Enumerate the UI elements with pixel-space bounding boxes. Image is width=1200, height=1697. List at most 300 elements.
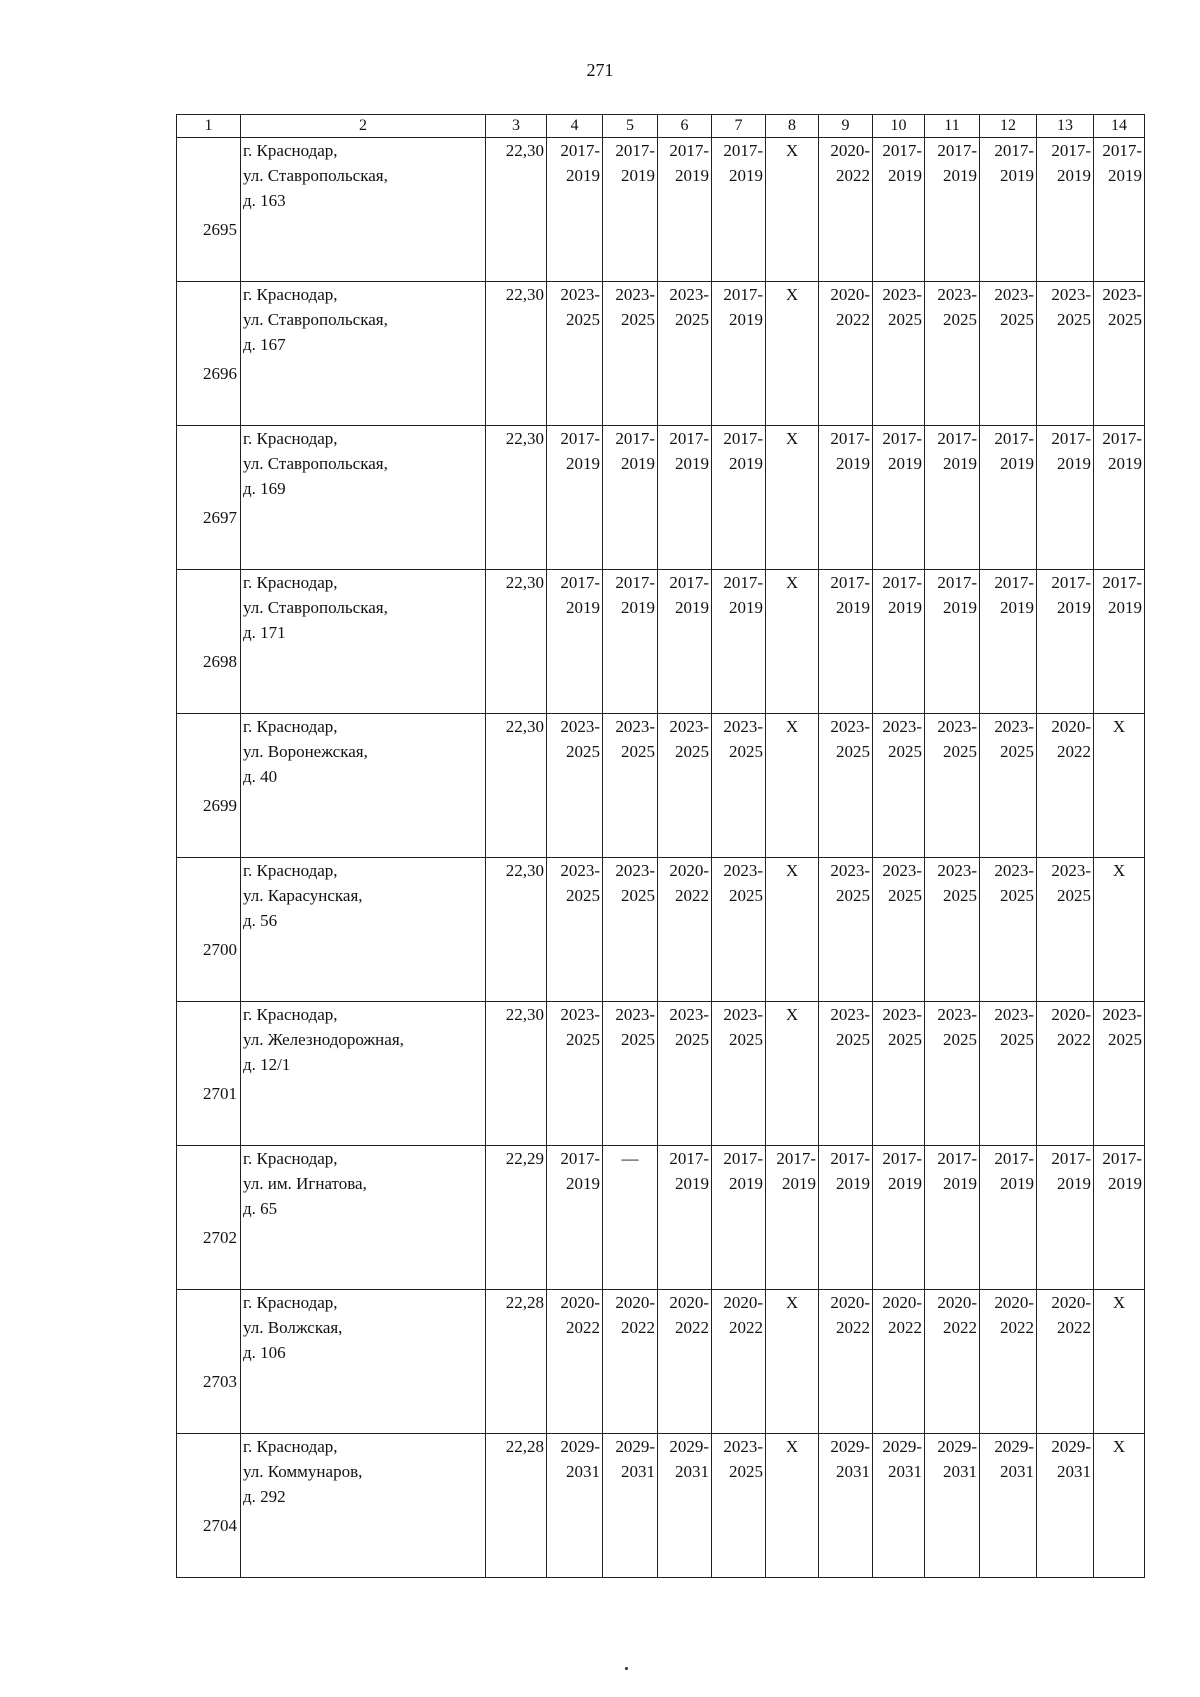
- period-cell: [873, 1002, 925, 1146]
- x-cell: Х: [766, 1434, 819, 1578]
- period-line: 2025: [836, 1030, 870, 1049]
- period-cell: [547, 858, 603, 1002]
- period-cell: [658, 570, 712, 714]
- address-line: г. Краснодар,: [243, 1005, 338, 1024]
- period-cell: [658, 1002, 712, 1146]
- period-line: 2020-: [723, 1293, 763, 1312]
- period-line: 2019: [1057, 1174, 1091, 1193]
- period-line: 2019: [1057, 166, 1091, 185]
- column-header: 1: [177, 115, 241, 138]
- period-line: 2017-: [560, 573, 600, 592]
- period-cell: [925, 282, 980, 426]
- period-cell: [712, 1002, 766, 1146]
- period-line: 2023-: [669, 717, 709, 736]
- column-header: 10: [873, 115, 925, 138]
- column-header: 7: [712, 115, 766, 138]
- period-line: 2022: [1057, 1030, 1091, 1049]
- period-line: 2017-: [776, 1149, 816, 1168]
- column-header: 11: [925, 115, 980, 138]
- address-line: ул. Ставропольская,: [243, 598, 388, 617]
- period-cell: [925, 426, 980, 570]
- period-line: 2029-: [882, 1437, 922, 1456]
- period-line: 2023-: [615, 1005, 655, 1024]
- period-cell: [819, 1002, 873, 1146]
- dash-cell: —: [603, 1146, 658, 1290]
- area-cell: 22,30: [486, 1002, 547, 1146]
- period-cell: [1037, 1290, 1094, 1434]
- period-line: 2023-: [1051, 285, 1091, 304]
- period-line: 2025: [1000, 310, 1034, 329]
- area-cell: 22,28: [486, 1434, 547, 1578]
- period-line: 2025: [729, 1030, 763, 1049]
- period-line: 2025: [888, 310, 922, 329]
- address-line: д. 169: [243, 479, 286, 498]
- period-line: 2022: [1057, 1318, 1091, 1337]
- period-line: 2019: [566, 166, 600, 185]
- row-number: 2695: [177, 138, 241, 282]
- period-line: 2023-: [937, 717, 977, 736]
- address-cell: [241, 1290, 486, 1434]
- address-line: ул. Воронежская,: [243, 742, 368, 761]
- period-line: 2022: [836, 1318, 870, 1337]
- address-line: г. Краснодар,: [243, 861, 338, 880]
- period-cell: [819, 570, 873, 714]
- period-line: 2025: [836, 742, 870, 761]
- address-line: г. Краснодар,: [243, 1149, 338, 1168]
- period-line: 2019: [729, 598, 763, 617]
- table-row: [177, 138, 1145, 282]
- period-line: 2023-: [615, 285, 655, 304]
- period-line: 2019: [566, 598, 600, 617]
- period-line: 2029-: [830, 1437, 870, 1456]
- period-cell: [819, 138, 873, 282]
- table-body: [177, 138, 1145, 1578]
- period-line: 2017-: [937, 429, 977, 448]
- column-header: 9: [819, 115, 873, 138]
- area-cell: 22,28: [486, 1290, 547, 1434]
- area-cell: 22,30: [486, 282, 547, 426]
- period-line: 2025: [1000, 886, 1034, 905]
- x-cell: Х: [1094, 1434, 1145, 1578]
- period-line: 2022: [729, 1318, 763, 1337]
- period-cell: [980, 138, 1037, 282]
- period-line: 2019: [1108, 1174, 1142, 1193]
- period-line: 2017-: [723, 285, 763, 304]
- period-line: 2017-: [830, 1149, 870, 1168]
- period-line: 2017-: [994, 573, 1034, 592]
- period-cell: [980, 426, 1037, 570]
- address-line: д. 171: [243, 623, 286, 642]
- period-cell: [658, 858, 712, 1002]
- period-cell: [712, 570, 766, 714]
- x-cell: Х: [766, 282, 819, 426]
- period-line: 2022: [888, 1318, 922, 1337]
- column-header: 14: [1094, 115, 1145, 138]
- period-cell: [980, 1290, 1037, 1434]
- period-cell: [712, 1434, 766, 1578]
- period-line: 2022: [836, 166, 870, 185]
- area-cell: 22,30: [486, 570, 547, 714]
- period-line: 2025: [729, 742, 763, 761]
- period-line: 2023-: [882, 285, 922, 304]
- period-cell: [873, 1146, 925, 1290]
- period-line: 2020-: [882, 1293, 922, 1312]
- period-line: 2023-: [830, 1005, 870, 1024]
- x-cell: Х: [766, 570, 819, 714]
- period-line: 2023-: [937, 285, 977, 304]
- period-line: 2017-: [723, 141, 763, 160]
- period-line: 2017-: [560, 141, 600, 160]
- period-cell: [873, 426, 925, 570]
- period-line: 2017-: [560, 1149, 600, 1168]
- period-line: 2029-: [1051, 1437, 1091, 1456]
- period-line: 2019: [675, 1174, 709, 1193]
- period-cell: [925, 858, 980, 1002]
- period-line: 2017-: [1051, 141, 1091, 160]
- period-line: 2023-: [560, 285, 600, 304]
- period-cell: [819, 282, 873, 426]
- row-number: 2700: [177, 858, 241, 1002]
- period-cell: [925, 714, 980, 858]
- period-line: 2019: [729, 454, 763, 473]
- period-line: 2031: [675, 1462, 709, 1481]
- address-line: г. Краснодар,: [243, 1437, 338, 1456]
- period-cell: [712, 1290, 766, 1434]
- address-cell: [241, 714, 486, 858]
- period-cell: [925, 1434, 980, 1578]
- period-line: 2025: [1000, 1030, 1034, 1049]
- period-line: 2023-: [937, 861, 977, 880]
- period-line: 2020-: [669, 1293, 709, 1312]
- address-line: д. 106: [243, 1343, 286, 1362]
- period-cell: [980, 570, 1037, 714]
- table-row: [177, 1002, 1145, 1146]
- period-cell: [1037, 138, 1094, 282]
- period-cell: [1037, 282, 1094, 426]
- period-cell: [1037, 570, 1094, 714]
- table-row: [177, 714, 1145, 858]
- period-cell: [1037, 426, 1094, 570]
- period-line: 2025: [566, 310, 600, 329]
- period-cell: [603, 1002, 658, 1146]
- address-line: г. Краснодар,: [243, 573, 338, 592]
- period-line: 2017-: [723, 429, 763, 448]
- period-line: 2025: [1000, 742, 1034, 761]
- period-line: 2031: [566, 1462, 600, 1481]
- period-cell: [712, 1146, 766, 1290]
- period-line: 2023-: [882, 1005, 922, 1024]
- period-line: 2025: [729, 1462, 763, 1481]
- column-header: 6: [658, 115, 712, 138]
- x-cell: Х: [1094, 1290, 1145, 1434]
- period-cell: [980, 1146, 1037, 1290]
- period-line: 2020-: [830, 285, 870, 304]
- period-line: 2022: [621, 1318, 655, 1337]
- column-header: 13: [1037, 115, 1094, 138]
- table-row: [177, 1290, 1145, 1434]
- period-cell: [1094, 1146, 1145, 1290]
- period-cell: [980, 282, 1037, 426]
- column-header: 3: [486, 115, 547, 138]
- period-cell: [712, 138, 766, 282]
- row-number: 2703: [177, 1290, 241, 1434]
- period-cell: [819, 1434, 873, 1578]
- period-line: 2019: [675, 454, 709, 473]
- period-line: 2017-: [882, 429, 922, 448]
- period-cell: [873, 570, 925, 714]
- period-cell: [873, 1290, 925, 1434]
- period-line: 2025: [566, 886, 600, 905]
- period-line: 2019: [1108, 598, 1142, 617]
- period-cell: [1094, 426, 1145, 570]
- address-line: г. Краснодар,: [243, 429, 338, 448]
- period-line: 2017-: [723, 573, 763, 592]
- table-row: [177, 1434, 1145, 1578]
- row-number: 2701: [177, 1002, 241, 1146]
- period-cell: [1037, 1146, 1094, 1290]
- period-line: 2022: [566, 1318, 600, 1337]
- period-line: 2029-: [615, 1437, 655, 1456]
- address-cell: [241, 282, 486, 426]
- period-line: 2020-: [1051, 717, 1091, 736]
- x-cell: Х: [766, 1290, 819, 1434]
- address-line: г. Краснодар,: [243, 1293, 338, 1312]
- address-cell: [241, 138, 486, 282]
- period-cell: [712, 714, 766, 858]
- period-cell: [1037, 1434, 1094, 1578]
- period-line: 2017-: [937, 141, 977, 160]
- period-line: 2022: [675, 886, 709, 905]
- address-line: ул. им. Игнатова,: [243, 1174, 367, 1193]
- period-line: 2017-: [830, 573, 870, 592]
- period-cell: [547, 1146, 603, 1290]
- period-cell: [925, 138, 980, 282]
- period-line: 2025: [675, 1030, 709, 1049]
- period-line: 2017-: [830, 429, 870, 448]
- period-line: 2019: [675, 166, 709, 185]
- period-line: 2017-: [1102, 1149, 1142, 1168]
- period-line: 2017-: [1102, 141, 1142, 160]
- period-cell: [1037, 1002, 1094, 1146]
- address-line: д. 292: [243, 1487, 286, 1506]
- period-line: 2023-: [723, 1437, 763, 1456]
- period-line: 2020-: [994, 1293, 1034, 1312]
- period-line: 2023-: [560, 861, 600, 880]
- period-line: 2029-: [994, 1437, 1034, 1456]
- x-cell: Х: [766, 714, 819, 858]
- period-line: 2023-: [723, 1005, 763, 1024]
- period-line: 2023-: [994, 717, 1034, 736]
- period-line: 2017-: [669, 573, 709, 592]
- period-cell: [925, 570, 980, 714]
- period-line: 2017-: [615, 573, 655, 592]
- table-row: [177, 858, 1145, 1002]
- period-line: 2019: [1000, 454, 1034, 473]
- period-line: 2031: [1000, 1462, 1034, 1481]
- period-cell: [980, 858, 1037, 1002]
- period-cell: [873, 282, 925, 426]
- period-line: 2023-: [994, 1005, 1034, 1024]
- period-line: 2023-: [1051, 861, 1091, 880]
- period-line: 2025: [621, 310, 655, 329]
- area-cell: 22,30: [486, 426, 547, 570]
- period-cell: [547, 138, 603, 282]
- period-line: 2017-: [1102, 573, 1142, 592]
- period-cell: [547, 282, 603, 426]
- period-line: 2019: [1057, 598, 1091, 617]
- period-cell: [712, 426, 766, 570]
- table-row: [177, 282, 1145, 426]
- address-line: д. 56: [243, 911, 278, 930]
- period-line: 2019: [1108, 166, 1142, 185]
- period-cell: [658, 1146, 712, 1290]
- period-line: 2029-: [937, 1437, 977, 1456]
- period-line: 2020-: [937, 1293, 977, 1312]
- address-cell: [241, 858, 486, 1002]
- period-line: 2017-: [937, 1149, 977, 1168]
- x-cell: Х: [1094, 714, 1145, 858]
- area-cell: 22,30: [486, 714, 547, 858]
- period-cell: [547, 1290, 603, 1434]
- period-cell: [658, 282, 712, 426]
- period-line: 2023-: [723, 861, 763, 880]
- period-line: 2019: [1000, 1174, 1034, 1193]
- period-line: 2025: [566, 1030, 600, 1049]
- address-line: д. 40: [243, 767, 278, 786]
- period-line: 2031: [888, 1462, 922, 1481]
- period-cell: [603, 570, 658, 714]
- period-line: 2031: [943, 1462, 977, 1481]
- page-number: 271: [586, 60, 614, 80]
- period-line: 2022: [943, 1318, 977, 1337]
- period-line: 2020-: [560, 1293, 600, 1312]
- period-cell: [658, 138, 712, 282]
- address-line: ул. Ставропольская,: [243, 454, 388, 473]
- period-cell: [658, 1290, 712, 1434]
- period-line: 2025: [675, 742, 709, 761]
- period-cell: [980, 714, 1037, 858]
- address-cell: [241, 1146, 486, 1290]
- period-line: 2017-: [882, 573, 922, 592]
- period-line: 2017-: [994, 141, 1034, 160]
- period-cell: [819, 858, 873, 1002]
- period-line: 2022: [1057, 742, 1091, 761]
- period-cell: [547, 1434, 603, 1578]
- period-line: 2020-: [1051, 1005, 1091, 1024]
- period-line: 2025: [836, 886, 870, 905]
- period-cell: [547, 1002, 603, 1146]
- period-line: 2019: [621, 598, 655, 617]
- period-line: 2019: [729, 310, 763, 329]
- header-row: [177, 115, 1145, 138]
- period-line: 2025: [943, 886, 977, 905]
- period-line: 2019: [729, 1174, 763, 1193]
- period-cell: [1094, 138, 1145, 282]
- address-line: ул. Железнодорожная,: [243, 1030, 404, 1049]
- period-line: 2025: [888, 886, 922, 905]
- period-line: 2017-: [615, 141, 655, 160]
- address-cell: [241, 426, 486, 570]
- period-line: 2025: [1108, 1030, 1142, 1049]
- period-cell: [873, 1434, 925, 1578]
- period-line: 2025: [943, 742, 977, 761]
- period-line: 2019: [1000, 598, 1034, 617]
- period-cell: [658, 714, 712, 858]
- period-line: 2023-: [723, 717, 763, 736]
- period-cell: [1094, 570, 1145, 714]
- period-line: 2019: [888, 1174, 922, 1193]
- address-line: г. Краснодар,: [243, 141, 338, 160]
- column-header: 4: [547, 115, 603, 138]
- period-line: 2022: [836, 310, 870, 329]
- period-line: 2019: [782, 1174, 816, 1193]
- period-cell: [925, 1146, 980, 1290]
- period-cell: [547, 570, 603, 714]
- period-line: 2025: [888, 742, 922, 761]
- period-cell: [603, 858, 658, 1002]
- period-line: 2031: [621, 1462, 655, 1481]
- table-row: [177, 1146, 1145, 1290]
- period-line: 2019: [943, 1174, 977, 1193]
- x-cell: Х: [766, 858, 819, 1002]
- period-line: 2017-: [560, 429, 600, 448]
- period-line: 2017-: [615, 429, 655, 448]
- period-line: 2020-: [830, 141, 870, 160]
- period-line: 2020-: [669, 861, 709, 880]
- period-line: 2017-: [882, 141, 922, 160]
- column-header: 2: [241, 115, 486, 138]
- area-cell: 22,30: [486, 138, 547, 282]
- period-cell: [819, 1146, 873, 1290]
- period-line: 2019: [1000, 166, 1034, 185]
- period-cell: [925, 1290, 980, 1434]
- period-cell: [603, 1290, 658, 1434]
- period-line: 2017-: [1102, 429, 1142, 448]
- period-cell: [547, 426, 603, 570]
- address-line: д. 12/1: [243, 1055, 291, 1074]
- period-line: 2017-: [669, 1149, 709, 1168]
- period-cell: [1037, 714, 1094, 858]
- period-line: 2025: [621, 886, 655, 905]
- column-header: 5: [603, 115, 658, 138]
- period-line: 2019: [943, 166, 977, 185]
- period-line: 2025: [943, 310, 977, 329]
- address-line: г. Краснодар,: [243, 285, 338, 304]
- period-line: 2025: [1057, 886, 1091, 905]
- period-line: 2020-: [1051, 1293, 1091, 1312]
- period-line: 2019: [888, 454, 922, 473]
- period-line: 2019: [566, 454, 600, 473]
- period-cell: [603, 138, 658, 282]
- period-line: 2019: [943, 454, 977, 473]
- period-line: 2019: [836, 454, 870, 473]
- row-number: 2698: [177, 570, 241, 714]
- period-line: 2023-: [882, 861, 922, 880]
- period-cell: [603, 714, 658, 858]
- period-line: 2025: [943, 1030, 977, 1049]
- row-number: 2699: [177, 714, 241, 858]
- period-line: 2019: [675, 598, 709, 617]
- period-cell: [873, 858, 925, 1002]
- period-cell: [1094, 282, 1145, 426]
- x-cell: Х: [766, 426, 819, 570]
- area-cell: 22,30: [486, 858, 547, 1002]
- period-cell: [980, 1434, 1037, 1578]
- period-line: 2023-: [560, 717, 600, 736]
- address-line: г. Краснодар,: [243, 717, 338, 736]
- period-line: 2023-: [994, 861, 1034, 880]
- period-line: 2025: [729, 886, 763, 905]
